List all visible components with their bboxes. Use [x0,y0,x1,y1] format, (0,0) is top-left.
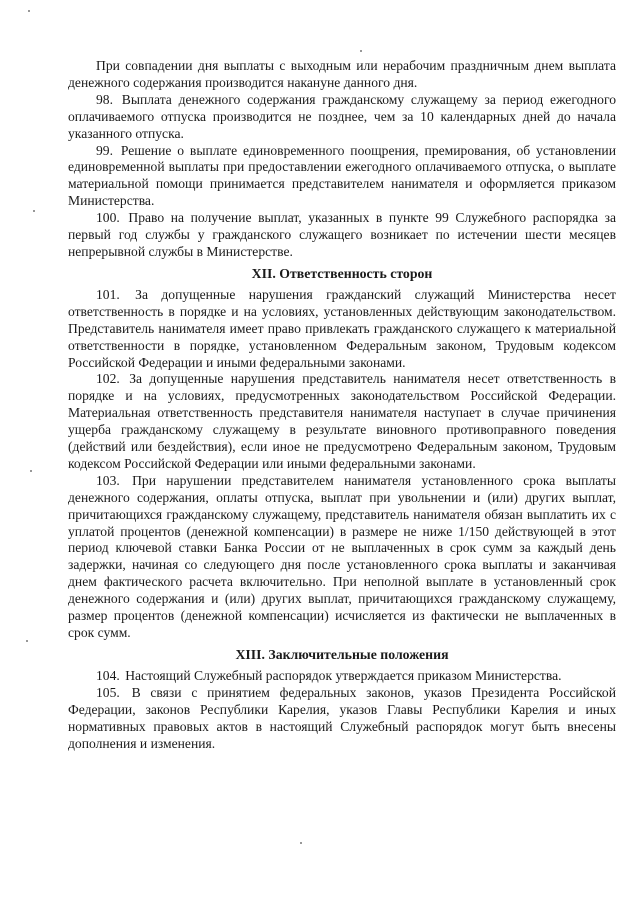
paragraph-number: 104. [96,667,120,683]
paragraph-payment-day [68,58,616,92]
scan-speck [30,470,32,472]
scan-speck [300,842,302,844]
paragraph-text: Настоящий Служебный распорядок утверждается приказом Министерства. [125,667,562,683]
section-heading-final-provisions: XIII. Заключительные положения [235,646,449,662]
paragraph-100 [68,210,616,261]
paragraph-number: 105. [96,684,120,700]
paragraph-text: В связи с принятием федеральных законов, указов Президента Российской Федерации, законов Республики Карелия, указов Главы Республики Карелия и иных нормативных правовых актов в настоящий Служебный распорядок могут быть внесены дополнения и изменения. [68,684,616,751]
paragraph-99 [68,143,616,211]
paragraph-number: 102. [96,371,120,387]
paragraph-text: Решение о выплате единовременного поощрения, премирования, об установлении единовременной выплаты при предоставлении ежегодного оплачиваемого отпуска, о выплате материальной помощи принимается представителем нанимателя и оформляется приказом Министерства. [68,142,616,209]
paragraph-103 [68,473,616,642]
paragraph-105 [68,685,616,753]
scan-speck [360,50,362,52]
paragraph-number: 101. [96,286,120,302]
paragraph-number: 103. [96,472,120,488]
paragraph-text: При нарушении представителем нанимателя установленного срока выплаты денежного содержания, оплаты отпуска, выплат при увольнении и (или) других выплат, причитающихся гражданскому служащему, представитель нанимателя обязан выплатить их с уплатой процентов (денежной компенсации) в размере не ниже 1/150 действующей в этот период ключевой ставки Банка России от не выплаченных в срок сумм за каждый день задержки, начиная со следующего дня после установленного срока выплаты и заканчивая днем фактического расчета включительно. При неполной выплате в установленный срок денежного содержания и (или) других выплат, причитающихся гражданскому служащему, размер процентов (денежной компенсации) исчисляется из фактически не выплаченных в срок сумм. [68,472,616,640]
paragraph-text: Выплата денежного содержания гражданскому служащему за период ежегодного оплачиваемого отпуска производится не позднее, чем за 10 календарных дней до начала указанного отпуска. [68,91,616,141]
paragraph-number: 99. [96,142,113,158]
scan-speck [26,640,28,642]
paragraph-98 [68,92,616,143]
paragraph-number: 98. [96,91,113,107]
scan-speck [33,210,35,212]
paragraph-number: 100. [96,210,120,226]
paragraph-text: При совпадении дня выплаты с выходным или нерабочим праздничным днем выплата денежного содержания производится накануне данного дня. [68,58,616,90]
section-heading-responsibility: XII. Ответственность сторон [251,265,433,281]
paragraph-102 [68,371,616,472]
document-page [68,58,616,752]
paragraph-104 [68,668,616,685]
paragraph-text: За допущенные нарушения гражданский служащий Министерства несет ответственность в порядке и на условиях, установленных действующим законодательством. Представитель нанимателя имеет право привлекать гражданского служащего к материальной ответственности в порядке, установленном Федеральным законом, Трудовым кодексом Российской Федерации и иными федеральными законами. [68,286,616,370]
paragraph-text: Право на получение выплат, указанных в пункте 99 Служебного распорядка за первый год службы у гражданского служащего возникает по истечении шести месяцев непрерывной службы в Министерстве. [68,210,616,259]
scan-speck [28,10,30,12]
paragraph-text: За допущенные нарушения представитель нанимателя несет ответственность в порядке и на условиях, предусмотренных законодательством Российской Федерации. Материальная ответственность представителя нанимателя наступает в случае причинения ущерба гражданскому служащему в результате виновного противоправного поведения (действий или бездействия), если иное не предусмотрено Федеральным законом, Трудовым кодексом Российской Федерации или иными федеральными законами. [68,371,616,471]
paragraph-101 [68,287,616,372]
